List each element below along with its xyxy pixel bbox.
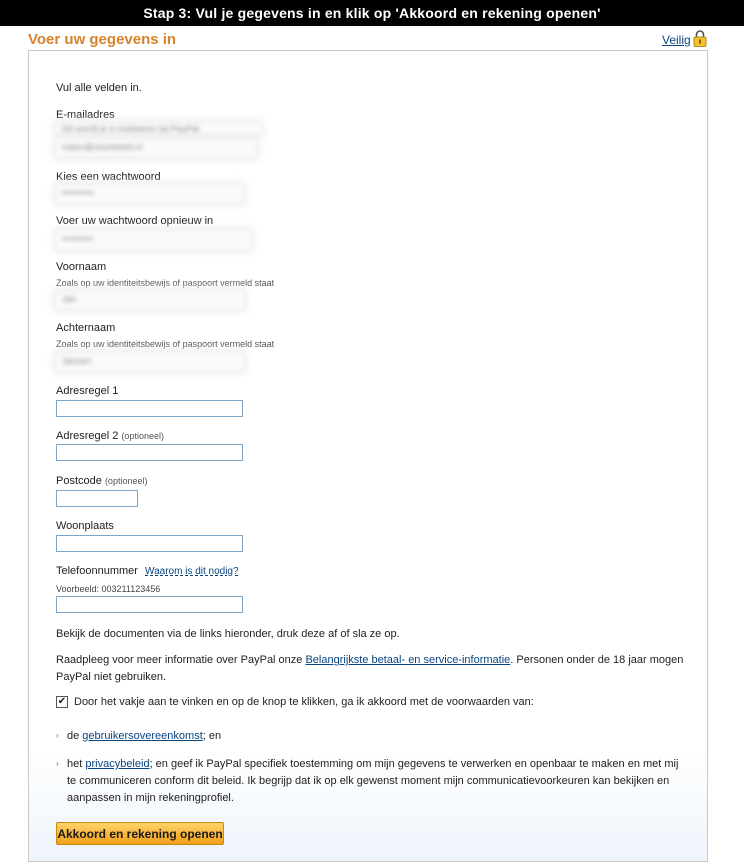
form-intro: Vul alle velden in. bbox=[56, 82, 142, 94]
phone-label-text: Telefoonnummer bbox=[56, 565, 138, 577]
form-panel bbox=[28, 50, 708, 862]
last-name-hint: Zoals op uw identiteitsbewijs of paspoort vermeld staat bbox=[56, 339, 275, 349]
first-name-hint: Zoals op uw identiteitsbewijs of paspoort vermeld staat bbox=[56, 278, 275, 288]
city-input[interactable] bbox=[56, 535, 243, 552]
address2-label bbox=[56, 430, 164, 442]
agree-open-account-button[interactable]: Akkoord en rekening openen bbox=[56, 822, 224, 845]
address1-input[interactable] bbox=[56, 400, 243, 417]
documents-text: Bekijk de documenten via de links hieronder, druk deze af of sla ze op. bbox=[56, 628, 400, 640]
city-label: Woonplaats bbox=[56, 520, 114, 532]
first-name-label: Voornaam bbox=[56, 261, 107, 273]
phone-example: Voorbeeld: 003211123456 bbox=[56, 584, 161, 594]
first-name-field[interactable]: Jan bbox=[56, 291, 244, 309]
bullet-arrow-icon: › bbox=[56, 759, 59, 768]
email-label: E-mailadres bbox=[56, 109, 115, 121]
password-repeat-field[interactable]: •••••••••• bbox=[56, 231, 251, 249]
address1-label: Adresregel 1 bbox=[56, 385, 119, 397]
phone-help-link[interactable]: Waarom is dit nodig? bbox=[145, 566, 239, 577]
address2-input[interactable] bbox=[56, 444, 243, 461]
bullet1-before: de bbox=[67, 730, 83, 742]
privacy-policy-link[interactable]: privacybeleid bbox=[85, 758, 150, 770]
bullet1-after: ; en bbox=[202, 730, 222, 742]
postcode-label bbox=[56, 475, 147, 487]
email-field[interactable]: naam@voorbeeld.nl bbox=[56, 139, 256, 157]
password-field[interactable]: •••••••••• bbox=[56, 185, 243, 203]
last-name-field[interactable]: Jansen bbox=[56, 353, 244, 371]
info-paragraph bbox=[56, 652, 686, 686]
agree-checkbox[interactable]: ✔ bbox=[57, 696, 67, 707]
info-link[interactable]: Belangrijkste betaal- en service-informatie bbox=[305, 654, 511, 666]
info-text-before: Raadpleeg voor meer informatie over PayPal onze bbox=[56, 654, 306, 666]
agree-text: Door het vakje aan te vinken en op de knop te klikken, ga ik akkoord met de voorwaarden van: bbox=[74, 696, 534, 708]
page-title: Voer uw gegevens in bbox=[28, 31, 177, 48]
info-text-after: . Personen onder de 18 jaar mogen PayPal niet gebruiken. bbox=[56, 654, 684, 683]
email-hint-blurred: Dit wordt je e-mailadres bij PayPal bbox=[56, 123, 261, 135]
bullet-privacy bbox=[67, 756, 687, 807]
secure-link[interactable]: Veilig bbox=[662, 33, 691, 47]
postcode-label-text: Postcode bbox=[56, 475, 102, 487]
phone-input[interactable] bbox=[56, 596, 243, 613]
last-name-label: Achternaam bbox=[56, 322, 116, 334]
bullet2-after: ; en geef ik PayPal specifiek toestemming om mijn gegevens te verwerken en openbaar te maken en met mij te communiceren conform dit beleid. Ik begrijp dat ik op elk gewenst moment mijn communicatievoorkeuren kan bekijken en aanpassen in mijn rekeningprofiel. bbox=[67, 758, 679, 804]
bullet2-before: het bbox=[67, 758, 86, 770]
user-agreement-link[interactable]: gebruikersovereenkomst bbox=[82, 730, 203, 742]
address2-optional: (optioneel) bbox=[121, 431, 164, 441]
phone-label bbox=[56, 565, 239, 577]
lock-icon bbox=[693, 30, 707, 47]
postcode-optional: (optioneel) bbox=[104, 476, 148, 486]
password-label: Kies een wachtwoord bbox=[56, 171, 161, 183]
step-banner: Stap 3: Vul je gegevens in en klik op 'Akkoord en rekening openen' bbox=[0, 0, 744, 26]
password-repeat-label: Voer uw wachtwoord opnieuw in bbox=[56, 215, 214, 227]
postcode-input[interactable] bbox=[56, 490, 138, 507]
bullet-arrow-icon: › bbox=[56, 731, 59, 740]
bullet-user-agreement bbox=[67, 728, 687, 745]
address2-label-text: Adresregel 2 bbox=[56, 430, 119, 442]
